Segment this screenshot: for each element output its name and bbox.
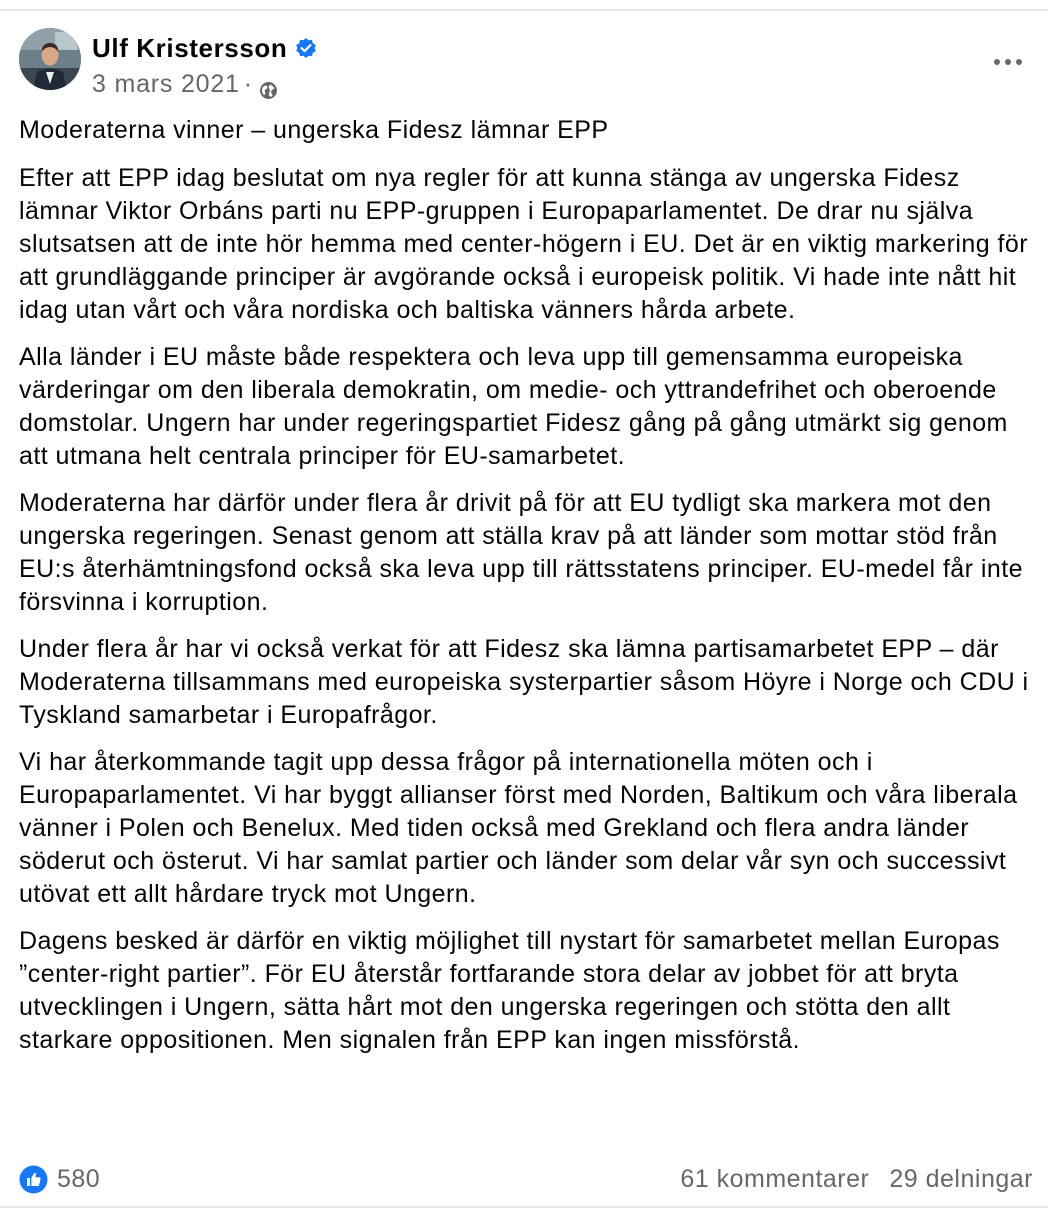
post-paragraph: Dagens besked är därför en viktig möjlighet till nystart för samarbetet mellan Europas ”center-right partier”. För EU återstår fortfarande stora delar av jobbet för att bryta utvecklingen i Ungern, sätta hårt mot den ungerska regeringen och stötta den allt starkare oppositionen. Men signalen från EPP kan ingen missförstå. (19, 927, 1000, 1054)
more-options-icon (993, 58, 1023, 66)
post-paragraph: Vi har återkommande tagit upp dessa frågor på internationella möten och i Europaparlamentet. Vi har byggt allianser först med Norden, Baltikum och våra liberala vänner i Polen och Benelux. Med tiden också med Grekland och flera andra länder söderut och österut. Vi har samlat partier och länder som delar vår syn och successivt utövat ett allt hårdare tryck mot Ungern. (19, 748, 1018, 908)
post-footer (19, 1160, 1033, 1198)
more-options-button[interactable] (990, 48, 1026, 76)
author-row (92, 32, 317, 64)
engagement-counts (680, 1165, 1033, 1194)
avatar[interactable] (19, 28, 81, 90)
like-reaction-icon (19, 1165, 48, 1194)
post-paragraph: Under flera år har vi också verkat för att Fidesz ska lämna partisamarbetet EPP – där Moderaterna tillsammans med europeiska systerpartier såsom Höyre i Norge och CDU i Tyskland samarbetar i Europafrågor. (19, 635, 1029, 729)
shares-count[interactable]: 29 delningar (889, 1164, 1033, 1193)
verified-badge-icon (295, 37, 317, 59)
globe-icon[interactable] (259, 78, 278, 97)
post-paragraph: Moderaterna har därför under flera år drivit på för att EU tydligt ska markera mot den ungerska regeringen. Senast genom att ställa krav på att länder som mottar stöd från EU:s återhämtningsfond också ska leva upp till rättsstatens principer. EU-medel får inte försvinna i korruption. (19, 489, 1023, 616)
post-headline: Moderaterna vinner – ungerska Fidesz lämnar EPP (19, 116, 609, 144)
post-paragraph: Alla länder i EU måste både respektera och leva upp till gemensamma europeiska värderingar om den liberala demokratin, om medie- och yttrandefrihet och oberoende domstolar. Ungern har under regeringspartiet Fidesz gång på gång utmärkt sig genom att utmana helt centrala principer för EU-samarbetet. (19, 343, 1008, 470)
post-paragraph: Efter att EPP idag beslutat om nya regler för att kunna stänga av ungerska Fidesz lämnar Viktor Orbáns parti nu EPP-gruppen i Europaparlamentet. De drar nu själva slutsatsen att de inte hör hemma med center-högern i EU. Det är en viktig markering för att grundläggande principer är avgörande också i europeisk politik. Vi hade inte nått hit idag utan vårt och våra nordiska och baltiska vänners hårda arbete. (19, 164, 1029, 324)
avatar-photo (19, 28, 81, 90)
post-date[interactable]: 3 mars 2021 (92, 69, 240, 98)
meta-separator: · (243, 69, 253, 98)
comments-count[interactable]: 61 kommentarer (680, 1164, 870, 1193)
author-name[interactable]: Ulf Kristersson (92, 32, 288, 63)
post-text (19, 114, 1041, 1071)
reactions-summary[interactable] (19, 1165, 100, 1194)
post-meta (92, 68, 278, 100)
top-divider (0, 9, 1048, 11)
reactions-count: 580 (57, 1164, 101, 1193)
bottom-divider (0, 1206, 1048, 1208)
